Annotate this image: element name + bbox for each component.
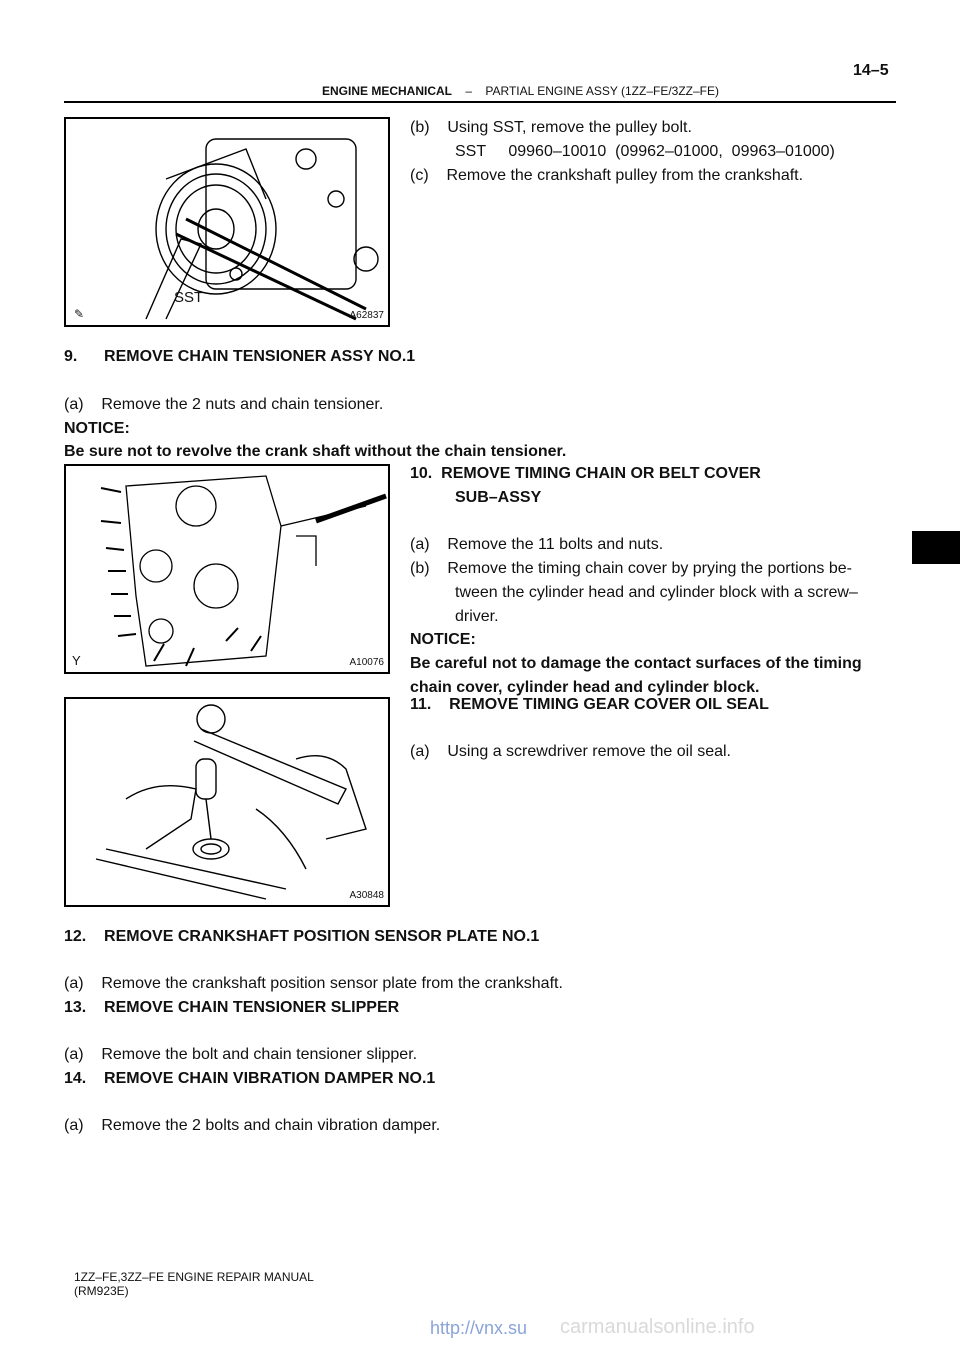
figure-mark-icon: ✎ [74,307,85,321]
step-11-a: (a) Using a screwdriver remove the oil seal. [410,743,731,760]
section-tab [912,531,960,564]
step-10-notice: NOTICE: [410,631,476,648]
figure-timing-cover [64,464,390,674]
figure-code: A62837 [349,310,384,321]
sst-label: SST [174,289,204,306]
running-header [322,84,719,98]
step-14-title: 14. REMOVE CHAIN VIBRATION DAMPER NO.1 [64,1070,436,1087]
step-10-notice-line1: Be careful not to damage the contact surfaces of the timing [410,655,862,672]
figure-oil-seal [64,697,390,907]
step-12-title: 12. REMOVE CRANKSHAFT POSITION SENSOR PLATE NO.1 [64,928,540,945]
footer [74,1270,314,1298]
step-11-title: 11. REMOVE TIMING GEAR COVER OIL SEAL [410,696,769,713]
figure-code: A10076 [349,657,384,668]
step-10-b-line2: tween the cylinder head and cylinder block with a screw– [455,584,858,601]
step-9-a: (a) Remove the 2 nuts and chain tensioner. [64,396,384,413]
sst-number-line: SST 09960–10010 (09962–01000, 09963–01000) [455,143,835,160]
step-14-a: (a) Remove the 2 bolts and chain vibration damper. [64,1117,441,1134]
figure-pulley-sst [64,117,390,327]
step-9-title: 9. REMOVE CHAIN TENSIONER ASSY NO.1 [64,348,416,365]
step-9-notice-text: Be sure not to revolve the crank shaft without the chain tensioner. [64,443,567,460]
hammer-oil-seal-diagram-icon [66,699,388,905]
header-dash: – [465,84,473,98]
watermark-url[interactable]: http://vnx.su [430,1318,528,1338]
step-10-title-line2: SUB–ASSY [455,489,542,506]
step-10-title-line1: 10. REMOVE TIMING CHAIN OR BELT COVER [410,465,761,482]
step-c-pulley: (c) Remove the crankshaft pulley from the crankshaft. [410,167,804,184]
figure-y-mark: Y [72,653,81,668]
subsection-title: PARTIAL ENGINE ASSY (1ZZ–FE/3ZZ–FE) [485,84,720,98]
step-13-a: (a) Remove the bolt and chain tensioner slipper. [64,1046,418,1063]
footer-manual-code: (RM923E) [74,1284,129,1298]
footer-manual-title: 1ZZ–FE,3ZZ–FE ENGINE REPAIR MANUAL [74,1270,314,1284]
engine-cover-diagram-icon [66,466,388,672]
step-b-pulley: (b) Using SST, remove the pulley bolt. [410,119,692,136]
step-12-a: (a) Remove the crankshaft position sensor plate from the crankshaft. [64,975,563,992]
header-rule [64,101,896,103]
step-13-title: 13. REMOVE CHAIN TENSIONER SLIPPER [64,999,400,1016]
step-10-notice-line2: chain cover, cylinder head and cylinder block. [410,679,760,696]
figure-code: A30848 [349,890,384,901]
page-number: 14–5 [853,62,889,79]
step-10-b-line3: driver. [455,608,499,625]
watermark-site[interactable]: carmanualsonline.info [560,1316,755,1338]
sst-photo-icon [66,119,388,325]
section-title: ENGINE MECHANICAL [322,84,453,98]
step-10-b-line1: (b) Remove the timing chain cover by prying the portions be- [410,560,852,577]
step-9-notice: NOTICE: [64,420,130,437]
step-10-a: (a) Remove the 11 bolts and nuts. [410,536,664,553]
